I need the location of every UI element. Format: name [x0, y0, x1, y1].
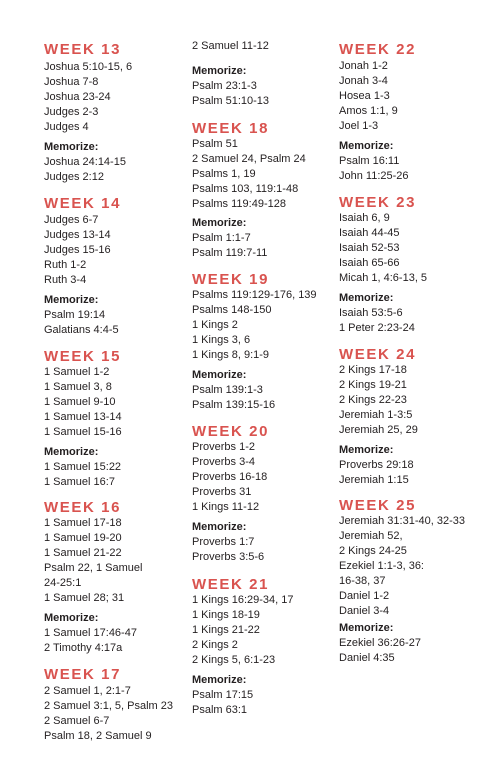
reading-item: 1 Kings 11-12 — [192, 501, 260, 513]
week-title: WEEK 13 — [44, 41, 122, 58]
reading-item: 2 Samuel 3:1, 5, Psalm 23 — [44, 700, 174, 712]
week-heading — [44, 349, 204, 365]
week-heading — [192, 272, 352, 288]
memorize-label: Memorize: — [339, 140, 394, 152]
reading-item: 1 Kings 16:29-34, 17 — [192, 594, 294, 606]
reading-item: 2 Kings 17-18 — [339, 364, 407, 376]
memory-verse: John 11:25-26 — [339, 170, 409, 182]
reading-item: 2 Kings 5, 6:1-23 — [192, 654, 276, 666]
week-title: WEEK 20 — [192, 423, 270, 440]
reading-item: Judges 13-14 — [44, 229, 111, 241]
reading-item: Ruth 1-2 — [44, 259, 87, 271]
reading-list — [192, 39, 352, 54]
memorize-section — [339, 443, 499, 488]
memory-verse: Galatians 4:4-5 — [44, 324, 119, 336]
reading-item: Amos 1:1, 9 — [339, 105, 398, 117]
reading-item: 1 Samuel 3, 8 — [44, 381, 112, 393]
reading-item: 2 Kings 2 — [192, 639, 238, 651]
memorize-section — [192, 368, 352, 413]
reading-list — [192, 593, 352, 668]
reading-item: 1 Kings 2 — [192, 319, 238, 331]
memory-verse: 1 Peter 2:23-24 — [339, 322, 415, 334]
reading-item: Isaiah 44-45 — [339, 227, 400, 239]
reading-list — [339, 514, 499, 619]
memorize-section — [44, 140, 204, 185]
memorize-label: Memorize: — [192, 674, 247, 686]
reading-item: 24-25:1 — [44, 577, 82, 589]
reading-item: Psalms 119:129-176, 139 — [192, 289, 317, 301]
reading-list — [192, 288, 352, 363]
reading-item: 2 Samuel 24, Psalm 24 — [192, 153, 306, 165]
reading-list — [44, 516, 204, 606]
memorize-label: Memorize: — [192, 521, 247, 533]
reading-item: Ruth 3-4 — [44, 274, 87, 286]
reading-item: Joel 1-3 — [339, 120, 379, 132]
memorize-label: Memorize: — [192, 369, 247, 381]
memory-verse: Psalm 51:10-13 — [192, 95, 270, 107]
memory-verse: Proverbs 29:18 — [339, 459, 414, 471]
reading-item: 1 Samuel 13-14 — [44, 411, 122, 423]
memorize-section — [44, 445, 204, 490]
reading-item: Hosea 1-3 — [339, 90, 390, 102]
memorize-section — [44, 293, 204, 338]
reading-item: 1 Kings 8, 9:1-9 — [192, 349, 270, 361]
reading-item: Psalm 51 — [192, 138, 238, 150]
reading-item: Joshua 23-24 — [44, 91, 111, 103]
memory-verse: Proverbs 1:7 — [192, 536, 255, 548]
reading-item: Jeremiah 52, — [339, 530, 403, 542]
reading-item: Isaiah 52-53 — [339, 242, 400, 254]
memorize-label: Memorize: — [339, 444, 394, 456]
memorize-label: Memorize: — [192, 217, 247, 229]
week-title: WEEK 23 — [339, 194, 417, 211]
memory-verse: Proverbs 3:5-6 — [192, 551, 265, 563]
memory-verse: Psalm 23:1-3 — [192, 80, 257, 92]
week-heading — [192, 121, 352, 137]
reading-item: Proverbs 16-18 — [192, 471, 268, 483]
memorize-section — [192, 520, 352, 565]
reading-list — [192, 440, 352, 515]
reading-list — [44, 213, 204, 288]
memorize-label: Memorize: — [339, 292, 394, 304]
reading-item: 1 Samuel 19-20 — [44, 532, 122, 544]
reading-list — [44, 684, 204, 744]
reading-item: 1 Samuel 1-2 — [44, 366, 110, 378]
reading-item: 1 Samuel 9-10 — [44, 396, 116, 408]
memorize-label: Memorize: — [44, 141, 99, 153]
memorize-label: Memorize: — [192, 65, 247, 77]
memory-verse: Psalm 119:7-11 — [192, 247, 268, 259]
memory-verse: 1 Samuel 16:7 — [44, 476, 115, 488]
memorize-section — [44, 611, 204, 656]
reading-list — [339, 363, 499, 438]
week-title: WEEK 14 — [44, 195, 122, 212]
memory-verse: Psalm 139:15-16 — [192, 399, 276, 411]
reading-item: 2 Kings 19-21 — [339, 379, 407, 391]
reading-item: Proverbs 31 — [192, 486, 252, 498]
reading-item: Psalms 1, 19 — [192, 168, 256, 180]
week-title: WEEK 18 — [192, 120, 270, 137]
reading-item: Psalms 103, 119:1-48 — [192, 183, 299, 195]
reading-item: Daniel 1-2 — [339, 590, 390, 602]
memory-verse: Psalm 1:1-7 — [192, 232, 251, 244]
week-title: WEEK 17 — [44, 666, 122, 683]
memory-verse: Joshua 24:14-15 — [44, 156, 126, 168]
reading-list — [339, 59, 499, 134]
reading-item: Judges 2-3 — [44, 106, 99, 118]
memory-verse: Psalm 63:1 — [192, 704, 248, 716]
memorize-section — [192, 64, 352, 109]
week-title: WEEK 15 — [44, 348, 122, 365]
memory-verse: 1 Samuel 17:46-47 — [44, 627, 137, 639]
week-heading — [44, 196, 204, 212]
reading-item: Jeremiah 25, 29 — [339, 424, 418, 436]
week-heading — [44, 500, 204, 516]
memory-verse: Judges 2:12 — [44, 171, 104, 183]
memory-verse: Psalm 17:15 — [192, 689, 254, 701]
reading-item: Proverbs 3-4 — [192, 456, 255, 468]
reading-item: Psalms 119:49-128 — [192, 198, 286, 210]
reading-item: Isaiah 65-66 — [339, 257, 400, 269]
reading-item: Daniel 3-4 — [339, 605, 390, 617]
memorize-section — [192, 216, 352, 261]
reading-item: Psalms 148-150 — [192, 304, 272, 316]
memory-verse: Daniel 4:35 — [339, 652, 395, 664]
week-title: WEEK 22 — [339, 41, 417, 58]
reading-list — [44, 60, 204, 135]
reading-item: 1 Samuel 17-18 — [44, 517, 122, 529]
memory-verse: Ezekiel 36:26-27 — [339, 637, 421, 649]
memorize-section — [339, 291, 499, 336]
reading-list — [339, 211, 499, 286]
reading-item: 2 Kings 22-23 — [339, 394, 407, 406]
reading-item: Psalm 18, 2 Samuel 9 — [44, 730, 152, 742]
week-title: WEEK 21 — [192, 576, 270, 593]
week-heading — [339, 195, 499, 211]
memorize-label: Memorize: — [339, 622, 394, 634]
reading-item: 2 Samuel 11-12 — [192, 40, 269, 52]
reading-item: Judges 15-16 — [44, 244, 111, 256]
week-heading — [44, 42, 204, 58]
reading-item: Micah 1, 4:6-13, 5 — [339, 272, 428, 284]
reading-item: 1 Kings 21-22 — [192, 624, 260, 636]
week-heading — [339, 498, 499, 514]
memory-verse: 2 Timothy 4:17a — [44, 642, 123, 654]
reading-item: Psalm 22, 1 Samuel — [44, 562, 143, 574]
reading-item: Joshua 7-8 — [44, 76, 99, 88]
reading-item: Judges 6-7 — [44, 214, 99, 226]
reading-item: Jeremiah 31:31-40, 32-33 — [339, 515, 465, 527]
reading-item: 1 Samuel 28; 31 — [44, 592, 125, 604]
reading-list — [192, 137, 352, 212]
reading-item: Proverbs 1-2 — [192, 441, 255, 453]
reading-item: 2 Samuel 6-7 — [44, 715, 110, 727]
week-title: WEEK 19 — [192, 271, 270, 288]
memory-verse: Psalm 16:11 — [339, 155, 400, 167]
memorize-section — [192, 673, 352, 718]
reading-item: Isaiah 6, 9 — [339, 212, 390, 224]
week-heading — [339, 347, 499, 363]
reading-item: Jeremiah 1-3:5 — [339, 409, 413, 421]
memorize-label: Memorize: — [44, 446, 99, 458]
reading-item: Judges 4 — [44, 121, 89, 133]
reading-item: 1 Samuel 15-16 — [44, 426, 122, 438]
reading-item: 2 Kings 24-25 — [339, 545, 407, 557]
week-title: WEEK 16 — [44, 499, 122, 516]
week-heading — [192, 577, 352, 593]
reading-item: 2 Samuel 1, 2:1-7 — [44, 685, 131, 697]
reading-item: 16-38, 37 — [339, 575, 386, 587]
week-title: WEEK 24 — [339, 346, 417, 363]
reading-item: Ezekiel 1:1-3, 36: — [339, 560, 424, 572]
memory-verse: Jeremiah 1:15 — [339, 474, 409, 486]
week-heading — [339, 42, 499, 58]
memorize-section — [339, 621, 499, 666]
memorize-label: Memorize: — [44, 612, 99, 624]
memorize-section — [339, 139, 499, 184]
memory-verse: Psalm 139:1-3 — [192, 384, 263, 396]
reading-item: 1 Kings 3, 6 — [192, 334, 251, 346]
reading-item: 1 Kings 18-19 — [192, 609, 260, 621]
reading-item: Joshua 5:10-15, 6 — [44, 61, 133, 73]
memorize-label: Memorize: — [44, 294, 99, 306]
reading-item: 1 Samuel 21-22 — [44, 547, 122, 559]
memory-verse: Psalm 19:14 — [44, 309, 106, 321]
week-heading — [44, 667, 204, 683]
memory-verse: Isaiah 53:5-6 — [339, 307, 403, 319]
reading-list — [44, 365, 204, 440]
week-heading — [192, 424, 352, 440]
reading-item: Jonah 3-4 — [339, 75, 388, 87]
week-title: WEEK 25 — [339, 497, 417, 514]
memory-verse: 1 Samuel 15:22 — [44, 461, 122, 473]
reading-item: Jonah 1-2 — [339, 60, 388, 72]
